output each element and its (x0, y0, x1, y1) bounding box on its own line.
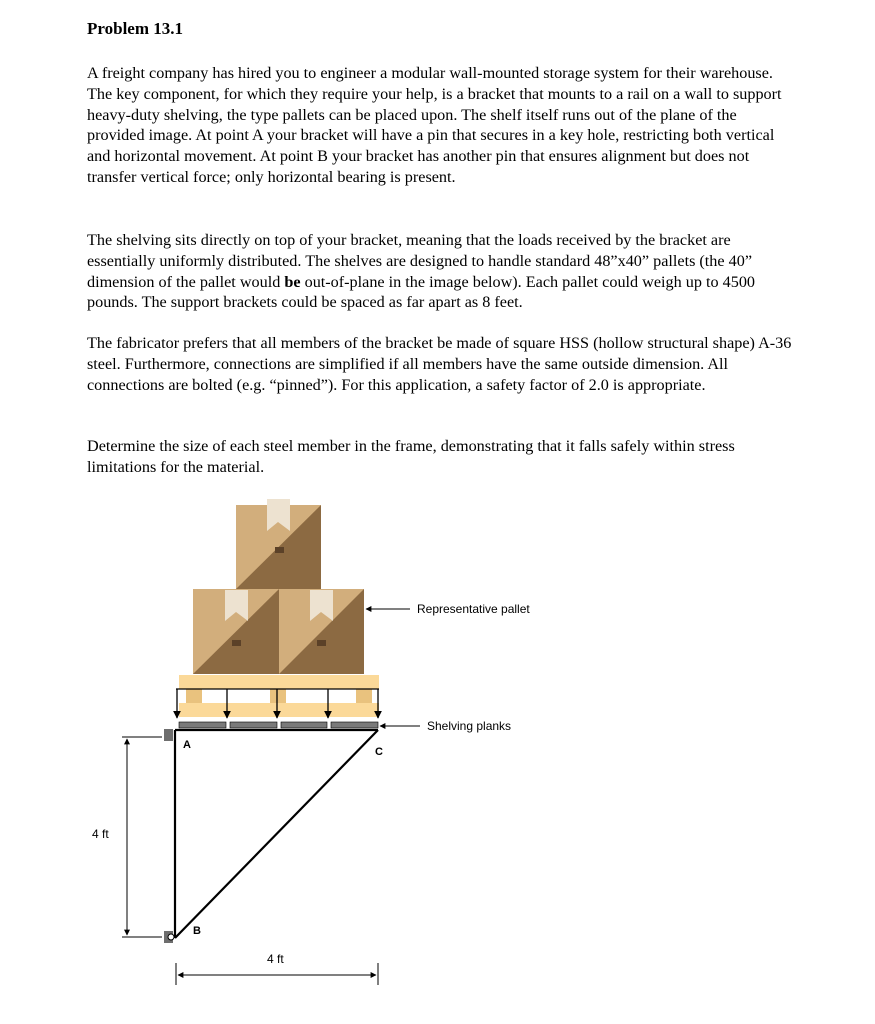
vertical-dimension-label: 4 ft (92, 827, 109, 841)
bracket-frame (175, 730, 378, 938)
horizontal-dimension (176, 963, 378, 985)
box-right (279, 589, 364, 674)
box-left (193, 589, 279, 674)
pin-b (168, 934, 174, 940)
box-top (236, 499, 321, 589)
point-a-label: A (183, 739, 191, 751)
point-b-label: B (193, 925, 201, 937)
planks-label: Shelving planks (427, 719, 512, 733)
shelving-planks (179, 722, 378, 728)
paragraph-loading-bold: be (284, 272, 301, 291)
problem-title: Problem 13.1 (87, 19, 184, 38)
pallet-label: Representative pallet (417, 602, 530, 616)
wall-mount-a (164, 729, 173, 741)
paragraph-context: A freight company has hired you to engineer a modular wall-mounted storage system for their warehouse. The key component, for which they require your help, is a bracket that mounts to a rail on a wall to support heavy-duty shelving, the type pallets can be placed upon. The shelf itself runs out of the plane of the provided image. At point A your bracket will have a pin that secures in a key hole, restricting both vertical and horizontal movement. At point B your bracket has another pin that ensures alignment but does not transfer vertical force; only horizontal bearing is present. (87, 64, 782, 186)
vertical-dimension (122, 737, 162, 937)
paragraph-loading-text-1: The shelving sits directly on top of your bracket, meaning that the loads received by the bracket are essentially uniformly distributed. The shelves are designed to handle standard 48”x40” pallets (the 40” dimension of the pallet would (87, 231, 753, 291)
paragraph-task: Determine the size of each steel member in the frame, demonstrating that it falls safely within stress limitations for the material. (87, 437, 735, 476)
horizontal-dimension-label: 4 ft (267, 952, 284, 966)
point-c-label: C (375, 746, 383, 758)
paragraph-material: The fabricator prefers that all members of the bracket be made of square HSS (hollow structural shape) A-36 steel. Furthermore, connections are simplified if all members have the same outside dimension. All connections are bolted (e.g. “pinned”). For this application, a safety factor of 2.0 is appropriate. (87, 334, 792, 394)
paragraph-loading-text-2: out-of-plane in the image below). Each pallet could weigh up to 4500 pounds. The support brackets could be spaced as far apart as 8 feet. (87, 272, 756, 312)
pallet-boxes (193, 499, 364, 674)
pallet (179, 675, 379, 717)
